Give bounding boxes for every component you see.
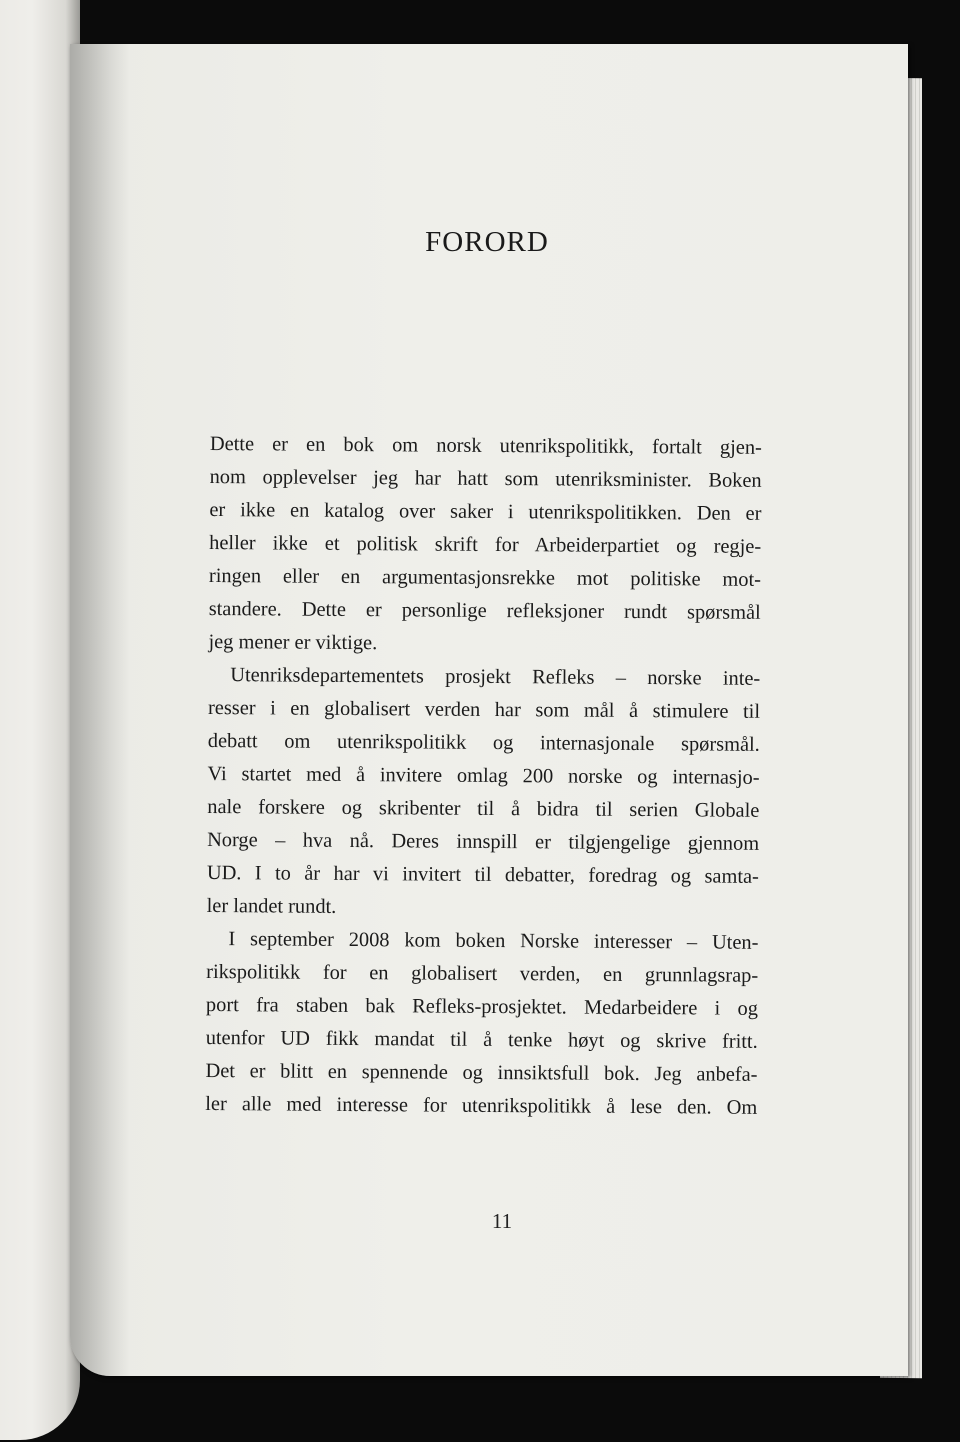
text-line: Dette er en bok om norsk utenrikspolitikk, fortalt gjen- bbox=[209, 432, 762, 459]
text-line: Norge – hva nå. Deres innspill er tilgjengelige gjennom bbox=[207, 828, 760, 855]
body-text bbox=[205, 428, 762, 1125]
chapter-heading: FORORD bbox=[425, 226, 549, 258]
text-line: I september 2008 kom boken Norske interesser – Uten- bbox=[228, 928, 759, 954]
paragraph-1 bbox=[208, 428, 762, 663]
text-line: ler landet rundt. bbox=[206, 894, 337, 918]
text-line: rikspolitikk for en globalisert verden, en grunnlagsrap- bbox=[206, 960, 759, 987]
text-line: debatt om utenrikspolitikk og internasjonale spørsmål. bbox=[207, 729, 760, 756]
text-line: er ikke en katalog over saker i utenrikspolitikken. Den er bbox=[209, 498, 762, 525]
text-line: ler alle med interesse for utenrikspolitikk å lese den. Om bbox=[205, 1092, 758, 1119]
paragraph-3 bbox=[205, 923, 758, 1125]
paragraph-2 bbox=[207, 659, 761, 927]
text-line: utenfor UD fikk mandat til å tenke høyt og skrive fritt. bbox=[205, 1026, 758, 1053]
text-line: Vi startet med å invitere omlag 200 norske og internasjo- bbox=[207, 762, 760, 789]
text-line: jeg mener er viktige. bbox=[208, 630, 378, 655]
text-line: ringen eller en argumentasjonsrekke mot politiske mot- bbox=[208, 564, 762, 591]
text-line: heller ikke et politisk skrift for Arbeiderpartiet og regje- bbox=[209, 531, 762, 558]
text-line: nale forskere og skribenter til å bidra til serien Globale bbox=[207, 795, 760, 822]
text-line: Utenriksdepartementets prosjekt Refleks – norske inte- bbox=[230, 664, 761, 690]
text-line: port fra staben bak Refleks-prosjektet. Medarbeidere i og bbox=[205, 993, 759, 1020]
text-line: UD. I to år har vi invitert til debatter, foredrag og samta- bbox=[206, 861, 759, 888]
text-line: nom opplevelser jeg har hatt som utenriksminister. Boken bbox=[209, 465, 762, 492]
text-line: resser i en globalisert verden har som mål å stimulere til bbox=[207, 696, 761, 723]
text-line: standere. Dette er personlige refleksjoner rundt spørsmål bbox=[208, 597, 761, 624]
page-number: 11 bbox=[491, 1209, 513, 1233]
text-line: Det er blitt en spennende og innsiktsfull bok. Jeg anbefa- bbox=[205, 1059, 758, 1086]
